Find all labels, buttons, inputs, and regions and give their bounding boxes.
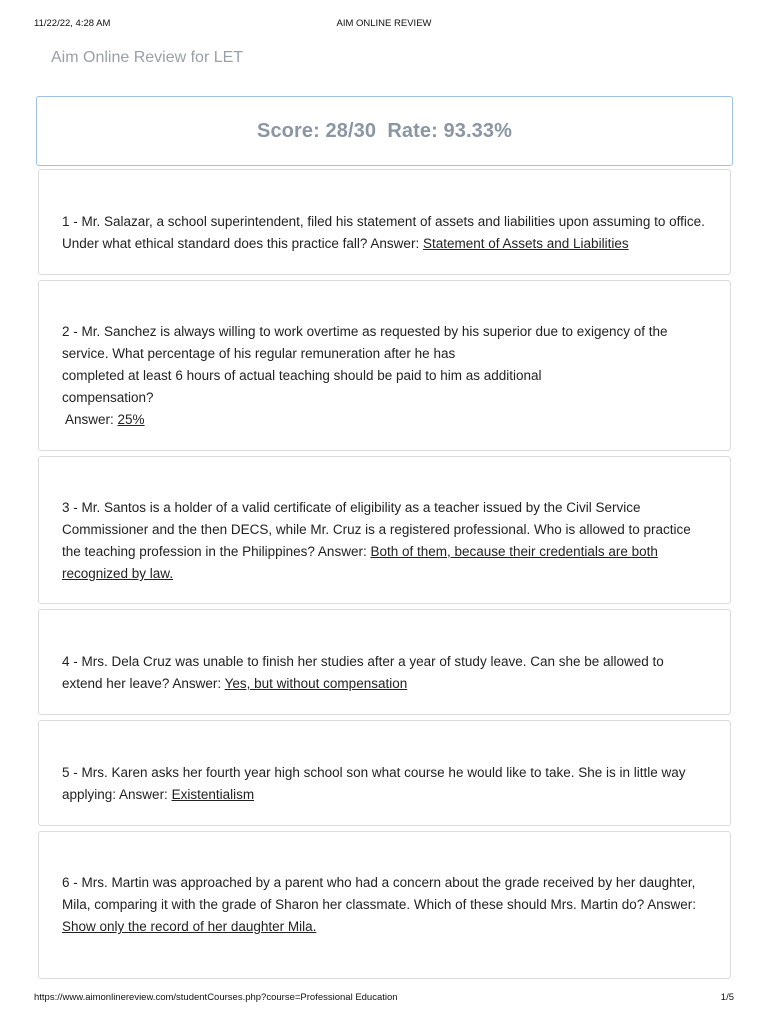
question-card-1 [38,169,731,275]
answer-2: 25% [117,412,145,427]
question-text-1: 1 - Mr. Salazar, a school superintendent, filed his statement of assets and liabilities upon assuming to office. Under what ethical standard does this practice fall? Answer: Statement of Assets and Liabilities [62,214,705,251]
site-brand[interactable]: Aim Online Review for LET [51,49,244,66]
answer-6: Show only the record of her daughter Mila. [62,919,317,934]
question-text-3: 3 - Mr. Santos is a holder of a valid certificate of eligibility as a teacher issued by the Civil Service Commissioner and the then DECS, while Mr. Cruz is a registered professional. Who is allowed to practice the teaching profession in the Philippines? Answer: Both of them, because their credentials are both recognized by law. [62,500,691,581]
question-card-4 [38,609,731,715]
question-card-5 [38,720,731,826]
answer-3: Both of them, because their credentials are both recognized by law. [62,544,658,581]
answer-5: Existentialism [171,787,255,802]
print-title: AIM ONLINE REVIEW [336,18,432,29]
question-text-6: 6 - Mrs. Martin was approached by a parent who had a concern about the grade received by her daughter, Mila, comparing it with the grade of Sharon her classmate. Which of these should Mrs. Martin do? Answer: Show only the record of her daughter Mila. [62,875,697,934]
print-header [34,18,734,32]
answer-1: Statement of Assets and Liabilities [422,236,629,251]
answer-4: Yes, but without compensation [224,676,408,691]
score-summary [36,96,733,166]
print-url: https://www.aimonlinereview.com/studentCourses.php?course=Professional Education [34,992,398,1003]
rate-text: Rate: 93.33% [387,119,512,142]
score-text: Score: 28/30 [257,119,377,142]
question-card-2 [38,280,731,451]
question-card-6 [38,831,731,979]
question-text-4: 4 - Mrs. Dela Cruz was unable to finish her studies after a year of study leave. Can she be allowed to extend her leave? Answer: Yes, but without compensation [62,654,664,691]
print-datetime: 11/22/22, 4:28 AM [34,18,111,29]
question-text-5: 5 - Mrs. Karen asks her fourth year high school son what course he would like to take. She is in little way applying: Answer: Existentialism [62,765,686,802]
question-card-3 [38,456,731,604]
page-number: 1/5 [720,992,734,1003]
question-text-2: 2 - Mr. Sanchez is always willing to work overtime as requested by his superior due to exigency of the service. What percentage of his regular remuneration after he has completed at least 6 hours of actual teaching should be paid to him as additional compensation? Answer: 25% [62,324,668,427]
print-footer [34,992,734,1006]
